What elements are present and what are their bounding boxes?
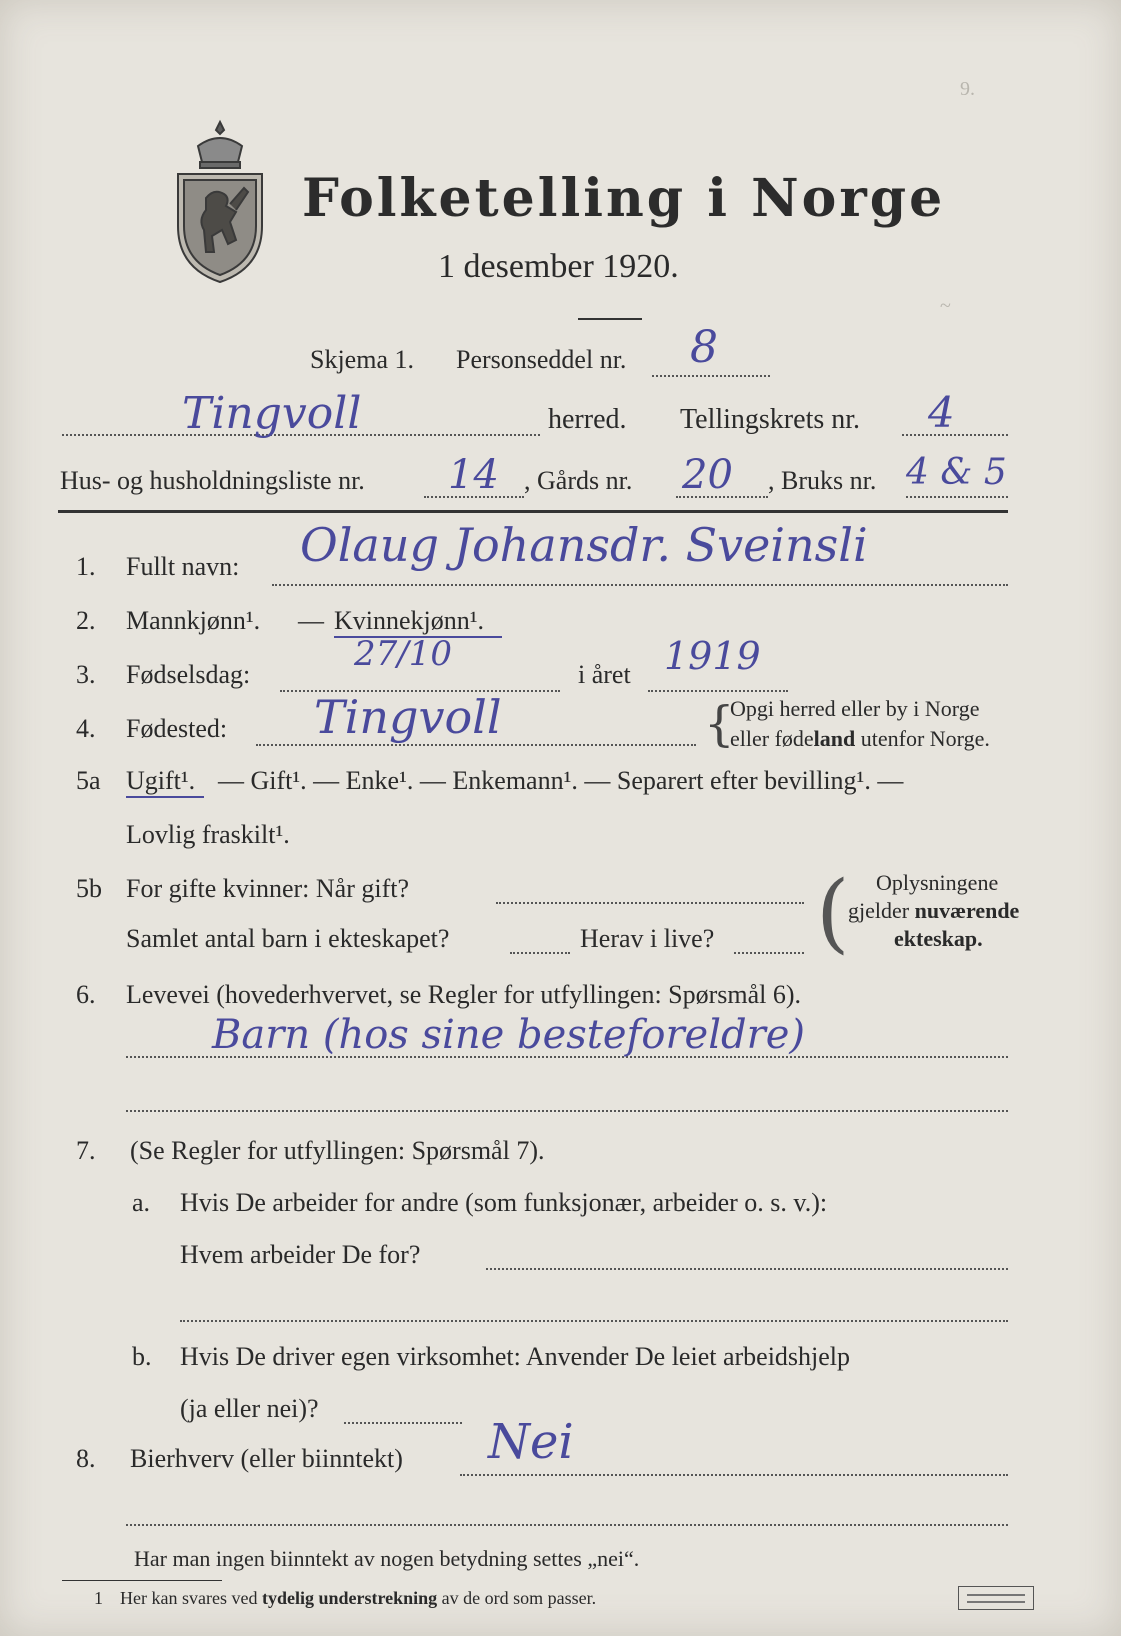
skjema-label: Skjema 1.: [310, 345, 414, 374]
q8-number: 8.: [76, 1444, 96, 1473]
q3-label: Fødselsdag:: [126, 660, 251, 689]
side-income-line2: [126, 1524, 1008, 1526]
bruks-value[interactable]: 4 & 5: [906, 452, 1007, 493]
occupation-value[interactable]: Barn (hos sine besteforeldre): [212, 1012, 806, 1058]
q1-number: 1.: [76, 552, 96, 581]
q8-label: Bierhverv (eller biinntekt): [130, 1444, 403, 1473]
option-male[interactable]: Mannkjønn¹.: [126, 606, 261, 635]
children-total-line: [510, 952, 570, 954]
herred-label: herred.: [548, 404, 627, 435]
q7b-text: Hvis De driver egen virksomhet: Anvender De leiet arbeidshjelp: [180, 1342, 851, 1371]
hus-value[interactable]: 14: [448, 452, 499, 498]
q5a-line2: Lovlig fraskilt¹.: [126, 820, 290, 849]
occupation-line2: [126, 1110, 1008, 1112]
q5b-note-line3: ekteskap.: [894, 926, 983, 951]
printer-stamp-icon: [958, 1586, 1034, 1610]
census-date: 1 desember 1920.: [438, 248, 679, 285]
bruks-label: , Bruks nr.: [768, 466, 877, 495]
birthyear-value[interactable]: 1919: [664, 634, 761, 678]
employer-label: Hvem arbeider De for?: [180, 1240, 421, 1269]
personseddel-line: [652, 375, 770, 377]
footnote-rule: [62, 1580, 222, 1581]
gards-label: , Gårds nr.: [524, 466, 633, 495]
children-alive-line: [734, 952, 804, 954]
full-name-value[interactable]: Olaug Johansdr. Sveinsli: [300, 518, 868, 572]
q5b-note-line2: gjelder nuværende: [848, 898, 1020, 923]
side-income-value[interactable]: Nei: [488, 1414, 574, 1470]
children-total-label: Samlet antal barn i ekteskapet?: [126, 924, 450, 953]
tellingskrets-line: [902, 434, 1008, 436]
tellingskrets-label: Tellingskrets nr.: [680, 404, 861, 435]
gards-value[interactable]: 20: [682, 452, 733, 498]
q3-number: 3.: [76, 660, 96, 689]
birthplace-value[interactable]: Tingvoll: [314, 690, 502, 744]
title-divider: [578, 318, 642, 320]
q7-label: (Se Regler for utfyllingen: Spørsmål 7).: [130, 1136, 545, 1165]
option-ugift[interactable]: Ugift¹.: [126, 766, 196, 795]
bruks-line: [906, 496, 1008, 498]
footnote-mark: 1: [94, 1588, 103, 1608]
q5a-number: 5a: [76, 766, 101, 795]
q2-number: 2.: [76, 606, 96, 635]
nei-instruction: Har man ingen biinntekt av nogen betydning settes „nei“.: [134, 1546, 640, 1571]
q5b-note-line1: Oplysningene: [876, 870, 999, 895]
herred-value[interactable]: Tingvoll: [182, 388, 362, 439]
q6-label: Levevei (hovederhvervet, se Regler for utfyllingen: Spørsmål 6).: [126, 980, 802, 1009]
header-rule: [58, 510, 1008, 513]
q5b-bracket: (: [816, 863, 850, 963]
year-label: i året: [578, 660, 631, 689]
hired-help-line: [344, 1422, 462, 1424]
q5b-number: 5b: [76, 874, 102, 903]
q7a-letter: a.: [132, 1188, 151, 1217]
ugift-underline-mark: [126, 796, 204, 798]
q7a-text: Hvis De arbeider for andre (som funksjonær, arbeider o. s. v.):: [180, 1188, 828, 1217]
hus-label: Hus- og husholdningsliste nr.: [60, 466, 365, 495]
employer-line2: [180, 1320, 1008, 1322]
birthyear-line: [648, 690, 788, 692]
page-title: Folketelling i Norge: [302, 168, 946, 229]
personseddel-label: Personseddel nr.: [456, 345, 627, 374]
birthplace-line: [256, 744, 696, 746]
q4-label: Fødested:: [126, 714, 228, 743]
full-name-line: [272, 584, 1008, 586]
side-income-line: [460, 1474, 1008, 1476]
q5a-options: — Gift¹. — Enke¹. — Enkemann¹. — Separert efter bevilling¹. —: [218, 766, 904, 795]
hired-help-label: (ja eller nei)?: [180, 1394, 319, 1423]
q2-separator: —: [298, 606, 324, 635]
coat-of-arms-icon: [170, 118, 270, 288]
q1-label: Fullt navn:: [126, 552, 240, 581]
q6-number: 6.: [76, 980, 96, 1009]
personseddel-value[interactable]: 8: [690, 322, 718, 373]
q7-number: 7.: [76, 1136, 96, 1165]
children-alive-label: Herav i live?: [580, 924, 715, 953]
married-when-label: For gifte kvinner: Når gift?: [126, 874, 410, 903]
q7b-letter: b.: [132, 1342, 152, 1371]
bleed-through-mark: ~: [940, 295, 951, 317]
employer-line: [486, 1268, 1008, 1270]
option-female[interactable]: Kvinnekjønn¹.: [334, 606, 485, 635]
q4-number: 4.: [76, 714, 96, 743]
footnote-text: Her kan svares ved tydelig understrekning av de ord som passer.: [120, 1588, 597, 1608]
q4-brace: {: [704, 696, 735, 752]
tellingskrets-value[interactable]: 4: [928, 388, 955, 437]
birthdate-value[interactable]: 27/10: [354, 634, 452, 674]
bleed-through-mark: 9.: [960, 78, 975, 100]
q4-note-line2: eller fødeland utenfor Norge.: [730, 726, 990, 751]
married-when-line: [496, 902, 804, 904]
q4-note-line1: Opgi herred eller by i Norge: [730, 696, 980, 721]
